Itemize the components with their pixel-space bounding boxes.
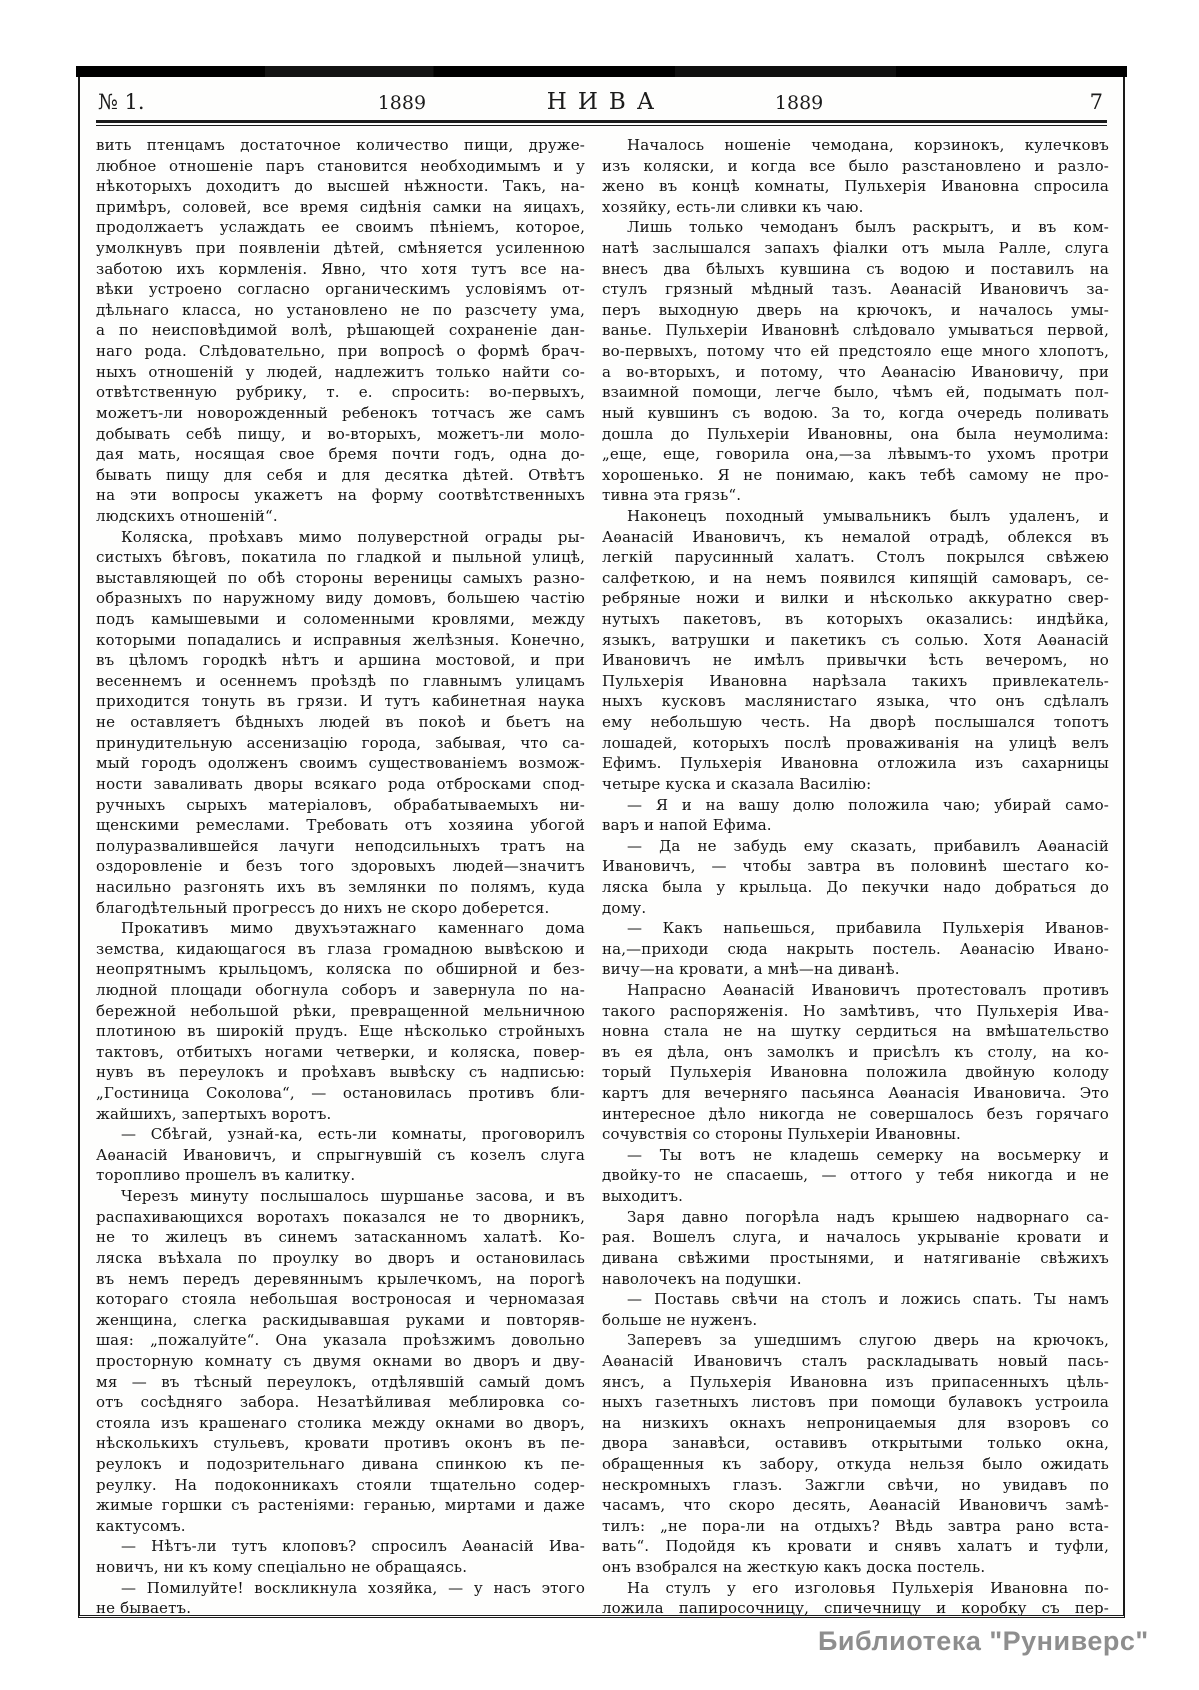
text-line: въ цѣломъ городкѣ нѣтъ и аршина мостовой, и при (96, 651, 585, 670)
year-left: 1889 (377, 92, 427, 114)
text-line: интересное дѣло никогда не совершалось безъ горячаго (602, 1104, 1109, 1123)
text-line: не оставляетъ бѣдныхъ людей въ покоѣ и бьетъ на (96, 713, 585, 732)
text-line: нувъ въ переулокъ и проѣхавъ вывѣску съ надписью: (96, 1063, 585, 1082)
text-line: жимые горшки съ растеніями: геранью, миртами и даже (96, 1496, 585, 1515)
library-watermark: Библиотека "Руниверс" (818, 1626, 1149, 1656)
text-line: такого распоряженія. Но замѣтивъ, что Пульхерія Ива- (602, 1001, 1109, 1020)
text-line: натѣ заслышался запахъ фіалки отъ мыла Ралле, слуга (602, 239, 1109, 258)
text-line: жено въ концѣ комнаты, Пульхерія Ивановна спросила (602, 177, 1109, 196)
text-line: ляска была у крыльца. До пекучки надо добраться до (602, 877, 1109, 896)
text-line: ляска въѣхала по проулку во дворъ и остановилась (96, 1248, 585, 1267)
text-line: — Поставь свѣчи на столъ и ложись спать. Ты намъ (627, 1290, 1109, 1309)
text-line: приходится тонуть въ грязи. И тутъ кабинетная наука (96, 692, 585, 711)
text-line: ныхъ кусковъ маслянистаго языка, что онъ сдѣлалъ (602, 692, 1109, 711)
text-line: людскихъ отношеній“. (96, 506, 278, 525)
text-line: кактусомъ. (96, 1516, 186, 1535)
text-line: принудительную ассенизацію города, забывая, что са- (96, 733, 585, 752)
text-line: Напрасно Аѳанасій Ивановичъ протестовалъ противъ (627, 980, 1109, 999)
text-line: варъ и напой Ефима. (602, 816, 772, 835)
text-line: дивана свѣжими простынями, и натягиваніе свѣжихъ (602, 1248, 1109, 1267)
text-line: онъ взобрался на жесткую какъ доска постель. (602, 1558, 986, 1577)
text-line: Началось ношеніе чемодана, корзинокъ, кулечковъ (627, 136, 1109, 154)
text-line: торый Пульхерія Ивановна положила двойную колоду (602, 1063, 1109, 1082)
text-line: дѣльнаго класса, но установлено не по разсчету ума, (96, 300, 585, 319)
text-line: мый городъ одолженъ своимъ существованіемъ возмож- (96, 754, 585, 773)
text-line: ванье. Пульхеріи Ивановнѣ слѣдовало умываться первой, (602, 321, 1109, 340)
text-line: дая мать, носящая свое бремя почти годъ, одна до- (96, 445, 585, 464)
text-line: наволочекъ на подушки. (602, 1269, 802, 1288)
text-line: полуразвалившейся лачуги неподсильныхъ тратъ на (96, 836, 585, 855)
text-line: языкъ, ватрушки и пакетикъ съ солью. Хотя Аѳанасій (602, 630, 1109, 649)
text-line: неопрятнымъ крыльцомъ, коляска по обширной и без- (96, 960, 585, 979)
text-line: просторную комнату съ двумя окнами во дворъ и дву- (96, 1351, 585, 1370)
text-line: котораго стояла небольшая востроносая и черномазая (96, 1290, 585, 1309)
text-line: тактовъ, отбитыхъ ногами четверки, и коляска, повер- (96, 1042, 585, 1061)
text-line: подъ камышевыми и соломенными кровлями, между (96, 610, 585, 629)
text-line: Коляска, проѣхавъ мимо полуверстной ограды ры- (121, 527, 585, 546)
text-line: бережной небольшой рѣки, превращенной мельничною (96, 1001, 585, 1020)
text-line: нѣсколькихъ стульевъ, кровати противъ оконъ въ пе- (96, 1434, 585, 1453)
text-line: отвѣтственную рубрику, т. е. спросить: во-первыхъ, (96, 383, 585, 402)
text-line: Пульхерія Ивановна нарѣзала такихъ привлекатель- (602, 671, 1109, 690)
text-line: Прокативъ мимо двухъэтажнаго каменнаго дома (121, 919, 585, 938)
text-line: — Да не забудь ему сказать, прибавилъ Аѳанасій (627, 836, 1109, 855)
left-column (96, 135, 585, 1619)
text-line: Ивановичъ, — чтобы завтра въ половинѣ шестаго ко- (602, 857, 1109, 876)
text-line: добывать себѣ пищу, и во-вторыхъ, можетъ-ли моло- (96, 424, 585, 443)
text-line: больше не нуженъ. (602, 1310, 758, 1329)
text-line: продолжаетъ услаждать ее своимъ пѣніемъ, которое, (96, 218, 585, 237)
text-line: На стулъ у его изголовья Пульхерія Ивановна по- (627, 1578, 1109, 1597)
text-line: плотиною въ широкій прудъ. Еще нѣсколько стройныхъ (96, 1022, 585, 1041)
text-line: четыре куска и сказала Василію: (602, 774, 872, 793)
text-line: тилъ: „не пора-ли на отдыхъ? Вѣдь завтра рано вста- (602, 1516, 1109, 1535)
text-line: не то жилецъ въ синемъ затасканномъ халатѣ. Ко- (96, 1228, 585, 1247)
text-line: Лишь только чемоданъ былъ раскрытъ, и въ ком- (627, 218, 1109, 237)
text-line: любное отношеніе паръ становится необходимымъ и у (96, 156, 585, 175)
text-line: — Сбѣгай, узнай-ка, есть-ли комнаты, проговорилъ (121, 1125, 585, 1144)
text-line: умолкнувъ при появленіи дѣтей, смѣняется усиленною (96, 239, 585, 258)
text-line: земства, кидающагося въ глаза громадною вывѣскою и (96, 939, 585, 958)
text-line: можетъ-ли новорожденный ребенокъ тотчасъ же самъ (96, 403, 585, 422)
text-line: Ивановичъ не имѣлъ привычки ѣсть вечеромъ, но (602, 651, 1109, 670)
text-line: нѣкоторыхъ доходитъ до высшей нѣжности. Такъ, на- (96, 177, 585, 196)
text-line: рая. Вошелъ слуга, и началось укрываніе кровати и (602, 1228, 1109, 1247)
text-line: ныхъ отношеній у людей, надлежитъ только найти со- (96, 362, 585, 381)
text-line: „Гостиница Соколова“, — остановилась противъ бли- (96, 1084, 585, 1103)
text-line: вѣки устроено согласно органическимъ условіямъ от- (96, 280, 585, 299)
text-line: Наконецъ походный умывальникъ былъ удаленъ, и (627, 506, 1109, 525)
text-line: ложила папиросочницу, спичечницу и коробку съ пер- (602, 1599, 1109, 1618)
text-line: на,—приходи сюда накрыть постель. Аѳанасію Ивано- (602, 939, 1109, 958)
text-line: на эти вопросы укажетъ на форму соотвѣтственныхъ (96, 486, 585, 505)
text-line: нутыхъ пакетовъ, въ которыхъ оказались: индѣйка, (602, 610, 1109, 629)
text-line: реулокъ и подозрительнаго дивана спинкою къ пе- (96, 1455, 585, 1473)
text-line: дошла до Пульхеріи Ивановны, она была неумолима: (602, 424, 1109, 443)
text-line: двора занавѣси, оставивъ открытыми только окна, (602, 1434, 1109, 1453)
text-line: жайшихъ, запертыхъ воротъ. (96, 1104, 332, 1123)
text-line: щенскими ремеслами. Требовать отъ хозяина убогой (96, 816, 585, 835)
text-line: внесъ два бѣлыхъ кувшина съ водою и поставилъ на (602, 259, 1109, 278)
text-line: вичу—на кровати, а мнѣ—на диванѣ. (602, 960, 900, 979)
text-line: ныхъ газетныхъ листовъ при помощи булавокъ устроила (602, 1393, 1109, 1412)
text-line: насильно разгонять ихъ въ землянки по полямъ, куда (96, 877, 585, 896)
text-line: обращенныя къ забору, откуда нельзя было ожидать (602, 1455, 1109, 1473)
text-line: Аѳанасій Ивановичъ, къ немалой отрадѣ, облекся въ (602, 527, 1109, 546)
text-line: мя — въ тѣсный переулокъ, отдѣлявшій самый домъ (96, 1372, 585, 1391)
magazine-title: НИВА (546, 89, 666, 115)
page-scan (78, 77, 1125, 1618)
text-line: хозяйку, есть-ли сливки къ чаю. (602, 197, 864, 216)
text-line: а во-вторыхъ, и потому, что Аѳанасію Ивановичу, при (602, 362, 1109, 381)
text-line: — Нѣтъ-ли тутъ клоповъ? спросилъ Аѳанасій Ива- (121, 1537, 585, 1556)
text-line: систыхъ бѣговъ, покатила по гладкой и пыльной улицѣ, (96, 548, 585, 567)
text-line: стулъ грязный мѣдный тазъ. Аѳанасій Ивановичъ за- (602, 280, 1109, 299)
text-line: вать“. Подойдя къ кровати и снявъ халатъ и туфли, (602, 1537, 1109, 1556)
text-line: дому. (602, 898, 647, 917)
text-line: благодѣтельный прогрессъ до нихъ не скоро доберется. (96, 898, 550, 917)
text-line: новичъ, ни къ кому спеціально не обращаясь. (96, 1558, 468, 1577)
text-line: картъ для вечерняго пасьянса Аѳанасія Ивановича. Это (602, 1084, 1109, 1103)
text-line: весеннемъ и осеннемъ проѣздѣ по главнымъ улицамъ (96, 671, 585, 690)
text-line: нескромныхъ глазъ. Зажгли свѣчи, но увидавъ по (602, 1475, 1109, 1494)
text-line: торопливо прошелъ въ калитку. (96, 1166, 356, 1185)
year-right: 1889 (774, 92, 824, 114)
text-line: хорошенько. Я не понимаю, какъ тебѣ самому не про- (602, 465, 1109, 484)
text-line: новна стала не на шутку сердиться на вмѣшательство (602, 1022, 1109, 1041)
text-line: ручныхъ сырыхъ матеріаловъ, обрабатываемыхъ ни- (96, 795, 585, 814)
text-line: лошадей, которыхъ послѣ проваживанія на улицѣ велъ (602, 733, 1109, 752)
text-line: янсъ, а Пульхерія Ивановна изъ припасенныхъ цѣль- (602, 1372, 1109, 1391)
text-line: Черезъ минуту послышалось шуршанье засова, и въ (121, 1187, 585, 1206)
text-line: перъ выходную дверь на крючокъ, и началось умы- (602, 300, 1109, 319)
text-line: — Помилуйте! воскликнула хозяйка, — у насъ этого (121, 1578, 585, 1597)
text-line: образныхъ по наружному виду домовъ, большею частію (96, 589, 585, 608)
text-columns (80, 126, 1123, 1619)
text-line: часамъ, что скоро десять, Аѳанасій Ивановичъ замѣ- (602, 1496, 1109, 1515)
text-line: которыми попадались и исправныя желѣзныя. Конечно, (96, 630, 585, 649)
text-line: изъ коляски, и когда все было разстановлено и разло- (602, 156, 1109, 175)
text-line: не бываетъ. (96, 1599, 192, 1618)
text-line: отъ сосѣдняго забора. Незатѣйливая меблировка со- (96, 1393, 585, 1412)
text-line: примѣръ, соловей, все время сидѣнія самки на яицахъ, (96, 197, 585, 216)
page-number: 7 (1089, 90, 1103, 114)
text-line: на низкихъ окнахъ непроницаемыя для взоровъ со (602, 1413, 1109, 1432)
right-column (602, 135, 1109, 1619)
text-line: вить птенцамъ достаточное количество пищи, друже- (96, 136, 585, 154)
page-header (80, 77, 1123, 113)
text-line: людной площади обогнула соборъ и завернула по на- (96, 980, 585, 999)
text-line: Аѳанасій Ивановичъ сталъ раскладывать новый пась- (602, 1351, 1109, 1370)
text-line: сочувствія со стороны Пульхеріи Ивановны. (602, 1125, 961, 1144)
text-line: Заперевъ за ушедшимъ слугою дверь на крючокъ, (627, 1331, 1109, 1350)
text-line: заботою ихъ кормленія. Явно, что хотя тутъ все на- (96, 259, 585, 278)
text-line: Аѳанасій Ивановичъ, и спрыгнувшій съ козелъ слуга (96, 1145, 585, 1164)
text-line: тивна эта грязь“. (602, 486, 742, 505)
text-line: женщина, слегка раскидывавшая руками и повторяв- (96, 1310, 585, 1329)
scan-edge-band (76, 66, 1127, 77)
text-line: Ефимъ. Пульхерія Ивановна отложила изъ сахарницы (602, 754, 1109, 773)
text-line: шая: „пожалуйте“. Она указала проѣзжимъ довольно (96, 1331, 585, 1350)
text-line: въ немъ передъ деревяннымъ крылечкомъ, на порогѣ (96, 1269, 585, 1288)
text-line: а по неисповѣдимой волѣ, рѣшающей сохраненіе дан- (96, 321, 585, 340)
text-line: во-первыхъ, потому что ей предстояло еще много хлопотъ, (602, 342, 1109, 361)
text-line: выходитъ. (602, 1187, 684, 1206)
text-line: ребряные ножи и вилки и нѣсколько аккуратно свер- (602, 589, 1109, 608)
text-line: стояла изъ крашенаго столика между окнами во дворъ, (96, 1413, 585, 1432)
text-line: бывать пищу для себя и для десятка дѣтей. Отвѣтъ (96, 465, 585, 484)
text-line: ности заваливать дворы всякаго рода отбросками спод- (96, 774, 585, 793)
text-line: оздоровленіе и безъ того здоровыхъ людей—значитъ (96, 857, 585, 876)
text-line: — Ты вотъ не кладешь семерку на восьмерку и (627, 1145, 1109, 1164)
text-line: въ ея дѣла, онъ замолкъ и присѣлъ къ столу, на ко- (602, 1042, 1109, 1061)
text-line: — Какъ напьешься, прибавила Пульхерія Иванов- (627, 919, 1109, 938)
text-line: распахивающихся воротахъ показался не то дворникъ, (96, 1207, 585, 1226)
text-line: ему небольшую честь. На дворѣ послышался топотъ (602, 713, 1109, 732)
text-line: „еще, еще, говорила она,—за лѣвымъ-то ухомъ протри (602, 445, 1109, 464)
text-line: реулку. На подоконникахъ стояли тщательно содер- (96, 1475, 585, 1494)
text-line: выставляющей по обѣ стороны вереницы самыхъ разно- (96, 568, 585, 587)
text-line: взаимной помощи, легче было, чѣмъ ей, подымать пол- (602, 383, 1109, 402)
text-line: салфеткою, и на немъ появился кипящій самоваръ, се- (602, 568, 1109, 587)
text-line: легкій парусинный халатъ. Столъ покрылся свѣжею (602, 548, 1109, 567)
text-line: двойку-то не спасаешь, — оттого у тебя никогда и не (602, 1166, 1109, 1185)
text-line: ный кувшинъ съ водою. За то, когда очередь поливать (602, 403, 1109, 422)
text-line: — Я и на вашу долю положила чаю; убирай само- (627, 795, 1109, 814)
text-line: Заря давно погорѣла надъ крышею надворнаго са- (627, 1207, 1109, 1226)
text-line: наго рода. Слѣдовательно, при вопросѣ о формѣ брач- (96, 342, 585, 361)
issue-number: № 1. (98, 90, 145, 114)
